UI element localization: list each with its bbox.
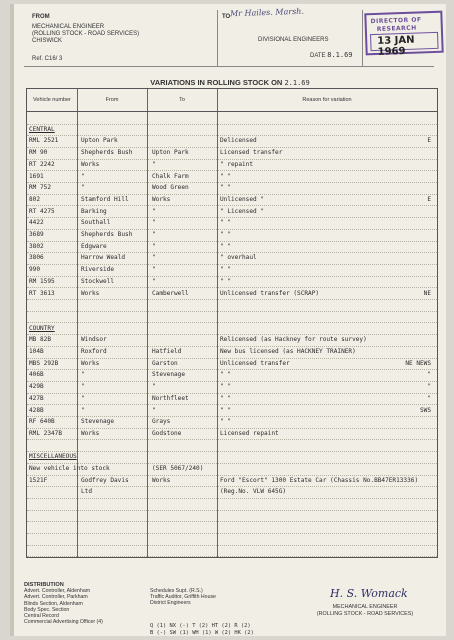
cell-to: Hatfield — [152, 348, 182, 355]
table-row — [27, 416, 437, 429]
cell-vehicle: RT 2242 — [29, 160, 55, 168]
cell-to: " — [152, 277, 156, 285]
cell-vehicle: MB 82B — [29, 336, 52, 344]
table-row — [27, 533, 437, 546]
cell-from: Godfrey Davis — [81, 476, 129, 484]
cell-vehicle: New vehicle into stock — [29, 465, 110, 472]
from-line: CHISWICK — [32, 38, 62, 44]
cell-from: Southall — [81, 219, 111, 227]
table-row — [27, 451, 437, 464]
cell-marker: " — [427, 394, 431, 402]
table-row — [27, 194, 437, 207]
cell-from: Barking — [81, 207, 107, 215]
cell-from: Windsor — [81, 336, 107, 344]
cell-to: " — [152, 383, 156, 391]
cell-vehicle: RT 4275 — [29, 207, 55, 215]
cell-vehicle: 802 — [29, 195, 41, 203]
from-address — [32, 24, 139, 45]
to-department: DIVISIONAL ENGINEERS — [258, 37, 329, 43]
cell-from: " — [81, 184, 85, 192]
signature-department: (ROLLING STOCK - ROAD SERVICES) — [316, 610, 414, 617]
distribution-item: Schedules Supt. (R.S.) — [150, 588, 203, 594]
signature: H. S. Womack — [330, 587, 408, 600]
variations-table — [26, 88, 438, 558]
distribution-item: Advert. Controller, Aldenham — [24, 588, 91, 595]
cell-reason: Unlicensed transfer (SCRAP) — [220, 289, 320, 297]
cell-vehicle: CENTRAL — [29, 125, 55, 133]
cell-reason: " " — [220, 277, 232, 285]
cell-reason: " " — [220, 371, 232, 379]
cell-reason: New bus licensed (as HACKNEY TRAINER) — [220, 348, 356, 355]
cell-reason: " " — [220, 418, 232, 426]
header-divider — [217, 10, 218, 66]
cell-vehicle: 1691 — [29, 172, 44, 180]
table-row — [27, 276, 437, 289]
cell-from: " — [81, 406, 85, 414]
cell-to: Godstone — [152, 429, 182, 437]
table-row — [27, 311, 437, 324]
distribution-item: District Engineers — [150, 600, 191, 607]
cell-reason: " " — [220, 172, 232, 180]
cell-from: Stamford Hill — [81, 195, 129, 203]
table-row — [27, 428, 437, 441]
cell-marker: " — [427, 371, 431, 379]
cell-to: Chalk Farm — [152, 172, 189, 180]
cell-vehicle: RM 752 — [29, 184, 52, 192]
table-row — [27, 159, 437, 172]
document-sheet — [10, 4, 446, 636]
table-row — [27, 393, 437, 406]
cell-reason: " " — [220, 219, 232, 227]
date-value: 8.1.69 — [327, 51, 353, 59]
cell-reason: " " — [220, 184, 232, 192]
title-date: 2.1.69 — [284, 79, 310, 87]
to-label: TO — [222, 14, 231, 20]
stamp-date-box — [370, 32, 439, 58]
cell-reason: Delicensed — [220, 137, 257, 145]
cell-from: Works — [81, 429, 100, 437]
handwritten-note: Mr Hailes. Marsh. — [229, 6, 305, 19]
cell-to: " — [152, 219, 156, 227]
cell-reason: Unlicensed transfer — [220, 359, 290, 367]
table-row — [27, 182, 437, 195]
cell-vehicle: 429B — [29, 383, 44, 391]
from-label: FROM — [32, 14, 50, 20]
cell-to: (SER 5067/240) — [152, 465, 204, 472]
cell-from: Stevenage — [81, 418, 115, 426]
cell-vehicle: 104B — [29, 348, 44, 355]
cell-from: Edgware — [81, 242, 107, 250]
cell-reason: Licensed repaint — [220, 429, 279, 437]
table-row — [27, 498, 437, 511]
cell-vehicle: MBS 292B — [29, 359, 59, 367]
cell-vehicle: RML 2521 — [29, 137, 59, 145]
table-row — [27, 486, 437, 499]
table-row — [27, 135, 437, 148]
code-line: B (-) SW (1) WH (1) W (2) HK (2) — [150, 630, 254, 636]
cell-to: Wood Green — [152, 184, 189, 192]
cell-vehicle: RML 2347B — [29, 429, 63, 437]
distribution-list — [24, 582, 103, 625]
cell-from: Upton Park — [81, 137, 118, 145]
stamp-line: RESEARCH — [376, 24, 417, 33]
cell-from: Works — [81, 359, 100, 367]
cell-reason: " " — [220, 394, 232, 402]
title-text: VARIATIONS IN ROLLING STOCK ON — [150, 78, 283, 87]
table-row — [27, 369, 437, 382]
column-header-reason: Reason for variation — [302, 96, 352, 103]
cell-reason: " " — [220, 406, 232, 414]
cell-vehicle: 1521F — [29, 476, 48, 484]
cell-from: " — [81, 383, 85, 391]
table-row — [27, 475, 437, 488]
cell-vehicle: 3689 — [29, 231, 44, 238]
table-row — [27, 440, 437, 453]
column-header-to: To — [179, 96, 185, 103]
from-line: (ROLLING STOCK - ROAD SERVICES) — [32, 31, 140, 37]
distribution-item: Traffic Auditor, Griffith House — [150, 594, 216, 601]
distribution-item: Central Record — [24, 613, 59, 620]
header-divider — [362, 10, 363, 66]
garage-codes — [150, 623, 254, 637]
cell-to: Works — [152, 195, 171, 203]
distribution-item: Blinds Section, Aldenham — [24, 600, 83, 607]
table-row — [27, 252, 437, 265]
cell-vehicle: RT 3613 — [29, 289, 55, 297]
cell-from: Shepherds Bush — [81, 231, 133, 238]
cell-to: Grays — [152, 418, 171, 426]
header-rule — [24, 66, 434, 67]
stamp-line: DIRECTOR OF — [370, 16, 422, 26]
cell-from: Stockwell — [81, 277, 115, 285]
received-stamp — [364, 11, 443, 56]
cell-to: Camberwell — [152, 289, 189, 297]
table-row — [27, 147, 437, 160]
table-row — [27, 323, 437, 336]
cell-to: " — [152, 231, 156, 238]
table-row — [27, 545, 437, 558]
table-row — [27, 206, 437, 219]
cell-vehicle: 4422 — [29, 219, 44, 227]
cell-from: Harrow Weald — [81, 254, 126, 262]
reference: Ref. C16/ 3 — [32, 56, 63, 62]
table-row — [27, 334, 437, 347]
cell-to: " — [152, 406, 156, 414]
cell-to: Garston — [152, 359, 178, 367]
table-row — [27, 264, 437, 277]
table-row — [27, 358, 437, 371]
cell-marker: NE — [423, 289, 431, 297]
distribution-heading: DISTRIBUTION — [24, 582, 64, 588]
cell-to: " — [152, 266, 156, 274]
cell-vehicle: 406B — [29, 371, 44, 379]
cell-reason: " " — [220, 266, 232, 274]
cell-reason: Relicensed (as Hackney for route survey) — [220, 336, 367, 344]
table-row — [27, 124, 437, 137]
cell-marker: NE NEWS — [405, 359, 431, 367]
cell-from: Works — [81, 160, 100, 168]
table-row — [27, 217, 437, 230]
cell-vehicle: 427B — [29, 394, 44, 402]
cell-from: " — [81, 172, 85, 180]
cell-reason: " Licensed " — [220, 207, 265, 215]
column-header-from: From — [105, 96, 119, 103]
cell-from: Riverside — [81, 266, 115, 274]
date-label: DATE — [310, 53, 326, 59]
cell-reason: " " — [220, 383, 232, 391]
cell-to: " — [152, 207, 156, 215]
cell-marker: E — [427, 195, 431, 203]
table-row — [27, 381, 437, 394]
cell-reason: " repaint — [220, 160, 254, 168]
cell-from: Works — [81, 289, 100, 297]
table-row — [27, 510, 437, 523]
document-title — [24, 78, 436, 87]
cell-reason: Unlicensed " — [220, 195, 265, 203]
distribution-item: Commercial Advertising Officer (4) — [24, 619, 103, 626]
cell-reason: " " — [220, 231, 232, 238]
distribution-list-right — [150, 588, 216, 607]
table-row — [27, 299, 437, 312]
cell-from: Ltd — [81, 488, 93, 496]
signature-caption — [300, 604, 430, 617]
cell-to: Works — [152, 476, 171, 484]
cell-vehicle: RF 640B — [29, 418, 55, 426]
cell-to: Upton Park — [152, 149, 189, 157]
distribution-item: Body Spec. Section — [24, 606, 70, 613]
column-header-vehicle: Vehicle number — [33, 96, 71, 103]
cell-vehicle: COUNTRY — [29, 324, 55, 332]
cell-vehicle: RM 90 — [29, 149, 48, 157]
table-row — [27, 241, 437, 254]
cell-from: Roxford — [81, 348, 107, 355]
cell-reason: Ford "Escort" 1300 Estate Car (Chassis No.BB47ER13336) — [220, 476, 419, 484]
cell-reason: " overhaul — [220, 254, 257, 262]
cell-reason: (Reg.No. VLW 645G) — [220, 488, 287, 496]
cell-vehicle: 3806 — [29, 254, 44, 262]
code-line: Q (1) NX (-) T (2) HT (2) R (2) — [150, 623, 251, 629]
stamp-date: 13 JAN 1969 — [377, 34, 415, 58]
cell-vehicle: MISCELLANEOUS — [29, 453, 77, 461]
cell-to: " — [152, 160, 156, 168]
cell-from: Shepherds Bush — [81, 149, 133, 157]
from-line: MECHANICAL ENGINEER — [32, 24, 105, 30]
cell-to: Northfleet — [152, 394, 189, 402]
cell-vehicle: 3802 — [29, 242, 44, 250]
signature-title: MECHANICAL ENGINEER — [332, 604, 398, 610]
cell-to: " — [152, 242, 156, 250]
cell-vehicle: 990 — [29, 266, 41, 274]
date-field — [310, 52, 353, 60]
cell-marker: E — [427, 137, 431, 145]
cell-vehicle: RM 1595 — [29, 277, 55, 285]
cell-reason: Licensed transfer — [220, 149, 283, 157]
cell-to: " — [152, 254, 156, 262]
cell-marker: " — [427, 383, 431, 391]
cell-vehicle: 428B — [29, 406, 44, 414]
cell-to: Stevenage — [152, 371, 186, 379]
cell-marker: SWS — [419, 406, 431, 414]
distribution-item: Advert. Controller, Parkham — [24, 594, 88, 601]
cell-from: " — [81, 371, 85, 379]
cell-from: " — [81, 394, 85, 402]
cell-reason: " " — [220, 242, 232, 250]
